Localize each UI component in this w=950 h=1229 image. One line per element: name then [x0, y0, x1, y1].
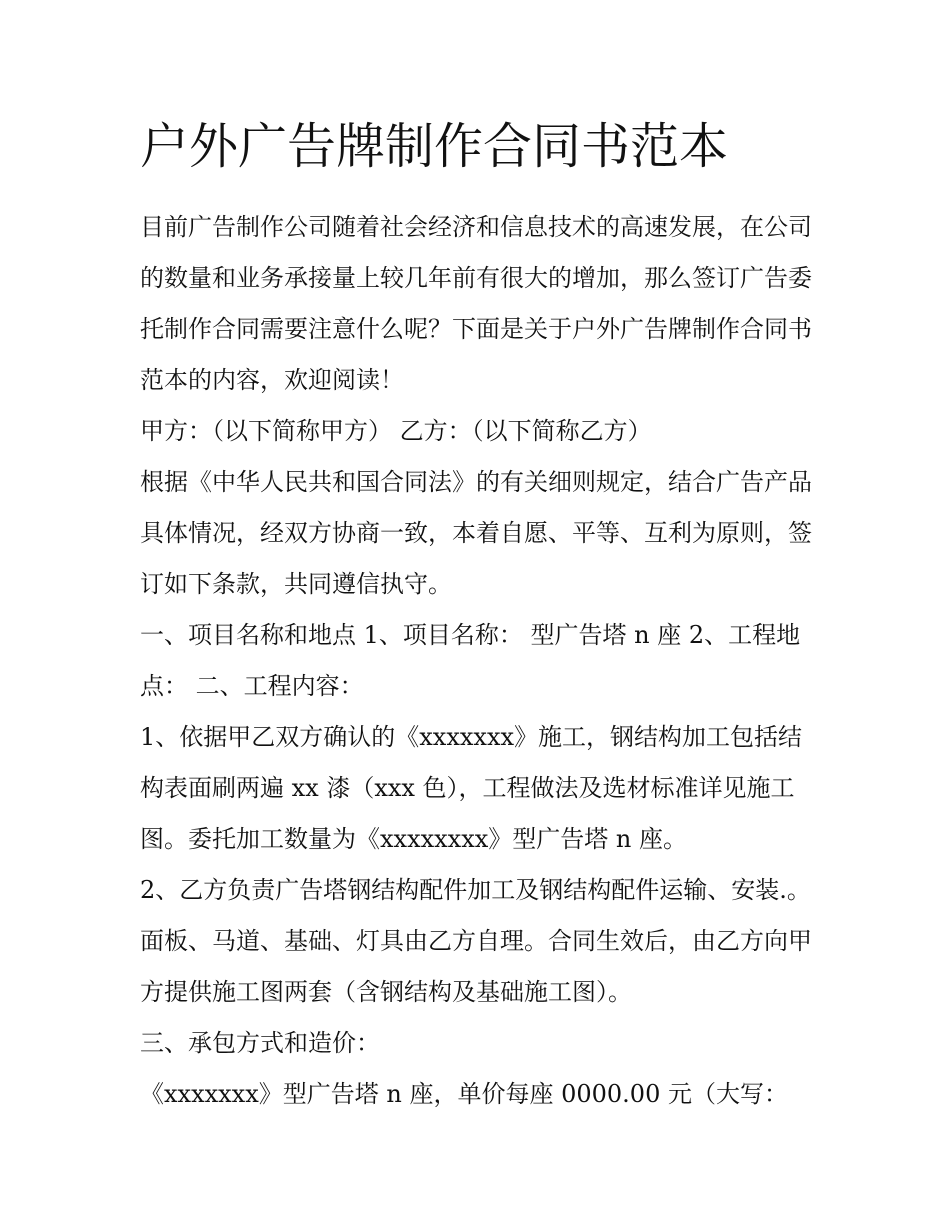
section-one-paragraph: 一、项目名称和地点 1、项目名称： 型广告塔 n 座 2、工程地点： 二、工程内容：	[140, 621, 801, 700]
document-title: 户外广告牌制作合同书范本	[140, 118, 729, 175]
parties-paragraph: 甲方：（以下简称甲方） 乙方：（以下简称乙方）	[140, 417, 652, 445]
basis-paragraph: 根据《中华人民共和国合同法》的有关细则规定，结合广告产品具体情况，经双方协商一致，本着自愿、平等、互利为原则，签订如下条款，共同遵信执守。	[140, 468, 812, 598]
price-paragraph: 《xxxxxxx》型广告塔 n 座，单价每座 0000.00 元（大写：	[140, 1080, 788, 1108]
section-three-heading: 三、承包方式和造价：	[140, 1029, 380, 1057]
intro-paragraph: 目前广告制作公司随着社会经济和信息技术的高速发展，在公司的数量和业务承接量上较几年前有很大的增加，那么签订广告委托制作合同需要注意什么呢？下面是关于户外广告牌制作合同书范本的内容，欢迎阅读！	[140, 213, 812, 394]
document-page	[140, 112, 820, 1120]
clause-one-paragraph: 1、依据甲乙双方确认的《xxxxxxx》施工，钢结构加工包括结构表面刷两遍 xx 漆（xxx 色），工程做法及选材标准详见施工图。委托加工数量为《xxxxxxxx》型广告塔 n 座。	[140, 723, 803, 853]
clause-two-paragraph: 2、乙方负责广告塔钢结构配件加工及钢结构配件运输、安装.。面板、马道、基础、灯具由乙方自理。合同生效后，由乙方向甲方提供施工图两套（含钢结构及基础施工图）。	[140, 876, 812, 1006]
